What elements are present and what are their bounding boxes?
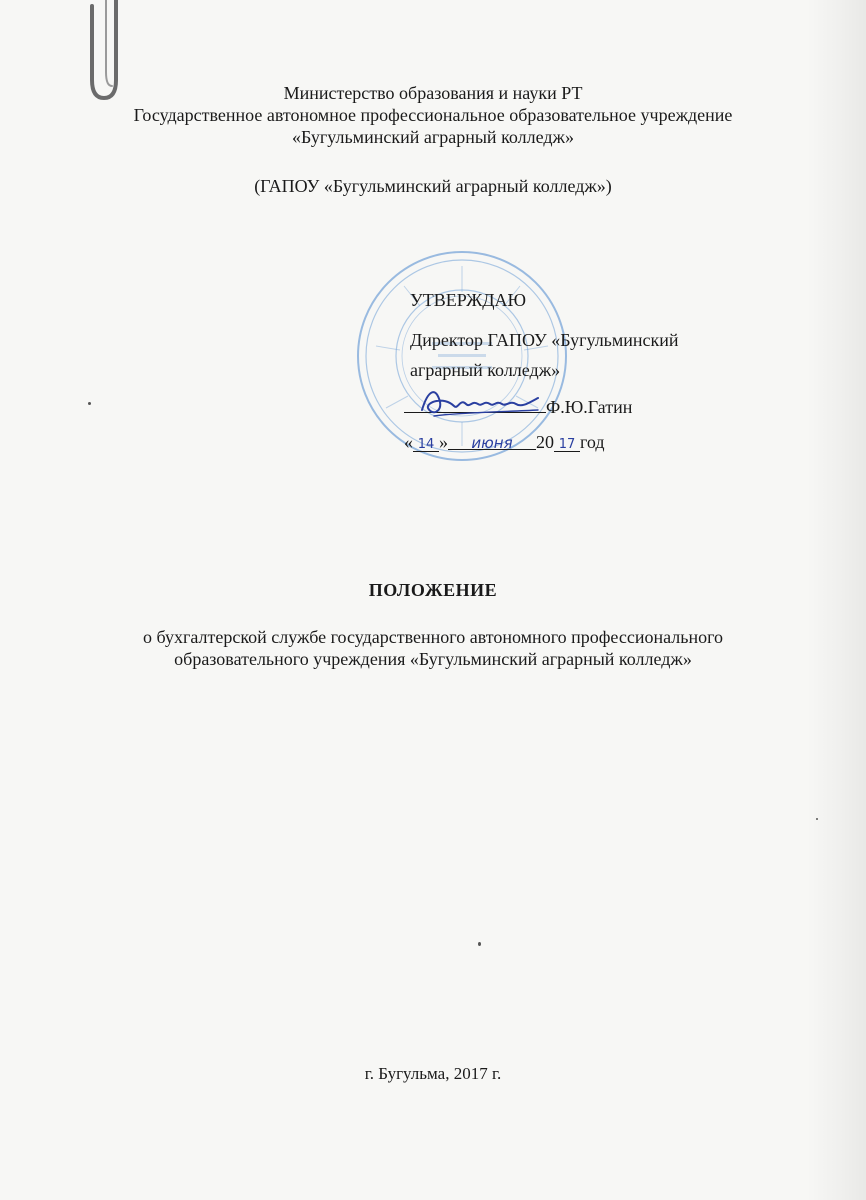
document-subtitle-line1: о бухгалтерской службе государственного автономного профессионального [142,627,724,647]
date-day: 14 [413,433,439,452]
approval-title: УТВЕРЖДАЮ [410,290,527,310]
date-month: июня [448,431,536,450]
approval-date [404,430,605,454]
date-close-quote: » [439,432,448,452]
scan-speck [478,942,481,946]
approver-name: Ф.Ю.Гатин [546,397,633,417]
institution-type: Государственное автономное профессиональное образовательное учреждение [133,105,733,125]
document-subtitle-line2: образовательного учреждения «Бугульминский аграрный колледж» [174,649,692,669]
date-suffix: год [580,432,605,452]
date-year-suffix: 17 [554,433,580,452]
place-and-year: г. Бугульма, 2017 г. [364,1064,502,1083]
college-abbreviation: (ГАПОУ «Бугульминский аграрный колледж») [254,176,612,196]
date-open-quote: « [404,432,413,452]
signature-line [404,394,632,419]
scan-speck [816,818,818,820]
scan-speck [88,402,91,405]
ministry-name: Министерство образования и науки РТ [283,83,583,103]
approver-position-line2: аграрный колледж» [410,360,561,380]
document-title: ПОЛОЖЕНИЕ [368,580,498,600]
date-year-prefix: 20 [536,432,554,452]
college-name: «Бугульминский аграрный колледж» [292,127,574,147]
approver-position-line1: Директор ГАПОУ «Бугульминский [410,330,679,350]
signature-blank [404,394,546,413]
